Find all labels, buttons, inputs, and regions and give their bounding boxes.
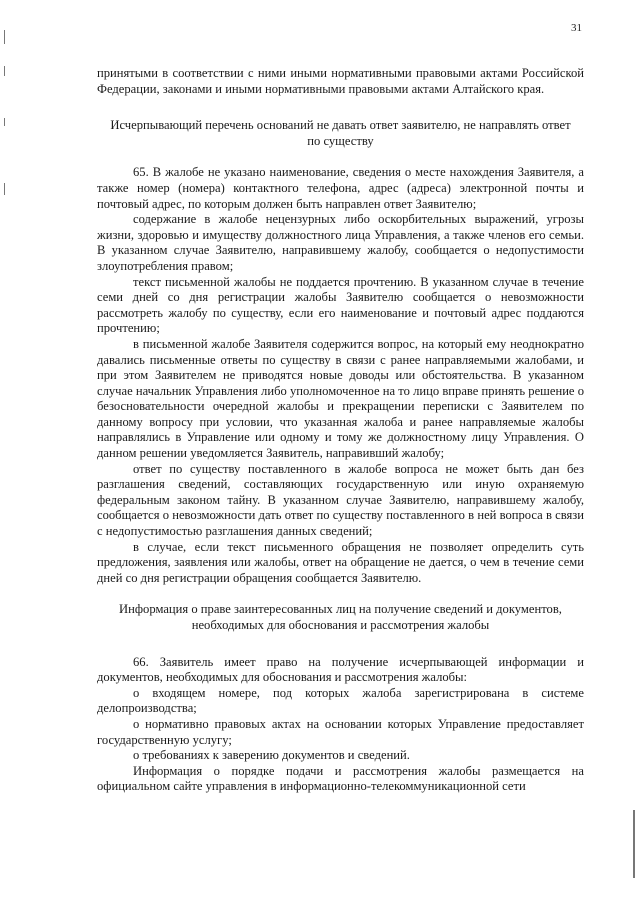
scan-margin-mark (4, 118, 5, 126)
paragraph: в случае, если текст письменного обращения не позволяет определить суть предложения, заявления или жалобы, ответ на обращение не дается, о чем в течение семи дней со дня регистрации обращения сообщается Заявителю. (97, 539, 584, 585)
scan-margin-mark (4, 183, 5, 195)
page-number: 31 (571, 22, 582, 34)
list-item: о нормативно правовых актах на основании которых Управление предоставляет государственную услугу; (97, 716, 584, 747)
paragraph: в письменной жалобе Заявителя содержится вопрос, на который ему неоднократно давались письменные ответы по существу в связи с ранее направляемыми жалобами, и при этом Заявителем не приводятся новые доводы или обстоятельства. В указанном случае начальник Управления либо уполномоченное на то лицо вправе принять решение о безосновательности очередной жалобы и прекращении переписки с Заявителем по данному вопросу при условии, что указанная жалоба и ранее направляемые жалобы направлялись в Управление или одному и тому же должностному лицу Управления. О данном решении уведомляется Заявитель, направивший жалобу; (97, 336, 584, 461)
paragraph: Информация о порядке подачи и рассмотрения жалобы размещается на официальном сайте управления в информационно-телекоммуникационной сети (97, 763, 584, 794)
document-body (97, 66, 584, 795)
paragraph-65: 65. В жалобе не указано наименование, сведения о месте нахождения Заявителя, а также номер (номера) контактного телефона, адрес (адреса) электронной почты и почтовый адрес, по которым должен быть направлен ответ Заявителю; (97, 165, 584, 211)
section-heading-information: Информация о праве заинтересованных лиц на получение сведений и документов, необходимых для обоснования и рассмотрения жалобы (119, 602, 562, 632)
list-item: о требованиях к заверению документов и сведений. (133, 748, 410, 763)
paragraph-continuation: принятыми в соответствии с ними иными нормативными правовыми актами Российской Федерации, законами и иными нормативными правовыми актами Алтайского края. (97, 66, 584, 96)
paragraph: ответ по существу поставленного в жалобе вопроса не может быть дан без разглашения сведений, составляющих государственную или иную охраняемую федеральным законом тайну. В указанном случае Заявителю, направившему жалобу, сообщается о невозможности дать ответ по существу поставленного в ней вопроса в связи с недопустимостью разглашения данных сведений; (97, 461, 584, 539)
scan-margin-mark (4, 30, 5, 44)
paragraph-66: 66. Заявитель имеет право на получение исчерпывающей информации и документов, необходимых для обоснования и рассмотрения жалобы: (97, 654, 584, 685)
paragraph: содержание в жалобе нецензурных либо оскорбительных выражений, угрозы жизни, здоровью и имуществу должностного лица Управления, а также членов его семьи. В указанном случае Заявителю, направившему жалобу, сообщается о недопустимости злоупотребления правом; (97, 212, 584, 273)
paragraph: текст письменной жалобы не поддается прочтению. В указанном случае в течение семи дней со дня регистрации жалобы Заявителю сообщается о невозможности рассмотреть жалобу по существу, если его наименование и почтовый адрес поддаются прочтению; (97, 274, 584, 336)
list-item: о входящем номере, под которых жалоба зарегистрирована в системе делопроизводства; (97, 685, 584, 716)
scan-margin-mark (633, 810, 635, 878)
section-heading-grounds: Исчерпывающий перечень оснований не давать ответ заявителю, не направлять ответ по существу (110, 118, 571, 148)
scan-margin-mark (4, 66, 5, 76)
